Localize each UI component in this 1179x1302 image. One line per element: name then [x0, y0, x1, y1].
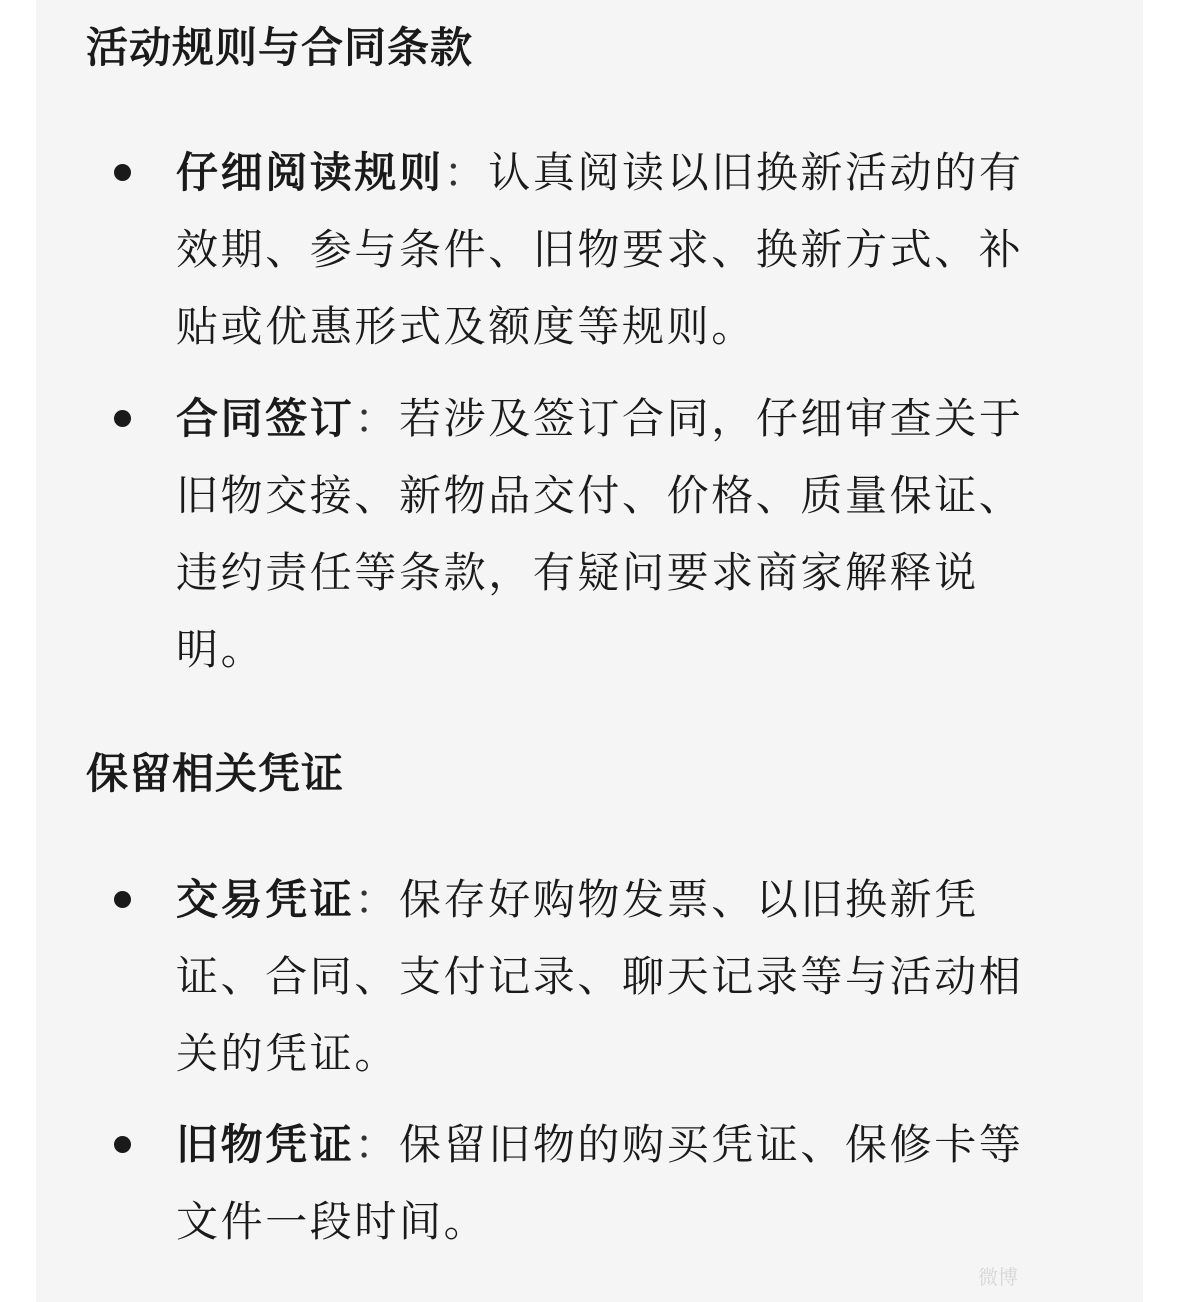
weibo-watermark: 微博: [978, 1265, 1018, 1289]
bullet-term: 仔细阅读规则: [176, 148, 444, 197]
bullet-separator: ：: [354, 394, 400, 443]
bullet-term: 交易凭证: [176, 875, 355, 924]
bullet-dot-icon: [114, 164, 131, 181]
bullet-separator: ：: [443, 148, 489, 197]
bullet-text: [176, 134, 1056, 365]
bullet-dot-icon: [114, 1136, 131, 1153]
bullet-dot-icon: [114, 410, 131, 427]
section-title-vouchers: 保留相关凭证: [86, 749, 345, 798]
bullet-term: 旧物凭证: [176, 1120, 355, 1169]
bullet-description: 保留旧物的购买凭证、保修卡等文件一段时间。: [176, 1120, 1024, 1246]
bullet-text: [176, 861, 1056, 1092]
section-title-rules: 活动规则与合同条款: [86, 23, 474, 72]
bullet-separator: ：: [354, 875, 400, 924]
bullet-description: 若涉及签订合同，仔细审查关于旧物交接、新物品交付、价格、质量保证、违约责任等条款，有疑问要求商家解释说明。: [176, 394, 1024, 674]
bullet-description: 认真阅读以旧换新活动的有效期、参与条件、旧物要求、换新方式、补贴或优惠形式及额度等规则。: [176, 148, 1024, 351]
bullet-dot-icon: [114, 891, 131, 908]
bullet-text: [176, 1106, 1056, 1260]
bullet-term: 合同签订: [176, 394, 355, 443]
bullet-text: [176, 380, 1056, 688]
bullet-separator: ：: [354, 1120, 400, 1169]
bullet-description: 保存好购物发票、以旧换新凭证、合同、支付记录、聊天记录等与活动相关的凭证。: [176, 875, 1024, 1078]
